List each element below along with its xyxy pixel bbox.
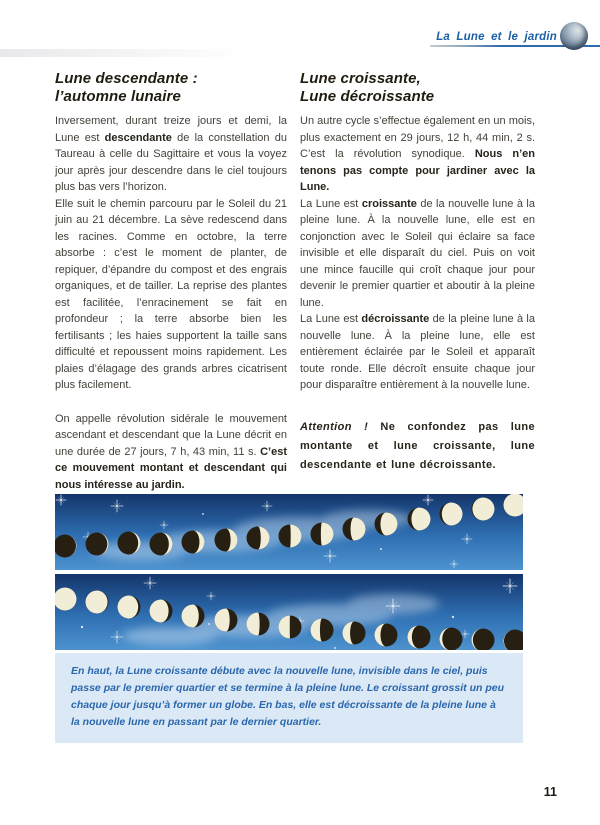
- waning-moon-panel: [55, 574, 523, 650]
- text-run-bold: descendante: [104, 131, 172, 144]
- text-run: La Lune est: [300, 197, 362, 210]
- page-number: 11: [543, 785, 557, 799]
- text-run-bold: Nous n’en tenons pas compte pour jardiner avec la Lune.: [300, 148, 535, 193]
- text-run: La Lune est: [300, 313, 362, 325]
- heading-line: l’automne lunaire: [55, 88, 181, 105]
- attention-lead: Attention !: [300, 420, 369, 433]
- text-run: On appelle révolution sidérale le mouvement ascendant et descendant que la Lune décrit en une durée de 27 jours, 7 h, 43 min, 11 s.: [55, 412, 287, 458]
- text-run: Inversement, durant treize jours et demi, la Lune est: [55, 115, 287, 144]
- paragraph-cycle-synodique: [300, 113, 535, 196]
- waning-moon-sequence-image: [55, 574, 523, 650]
- text-run: de la nouvelle lune à la pleine lune. À la nouvelle lune, elle est en conjonction avec le Soleil qui éclaire sa face invisible et elle disparaît du ciel. Puis on voit une mince faucille qui croît chaque jour pour devenir le premier quartier et aboutir à la pleine lune.: [300, 197, 535, 309]
- text-run: de la pleine lune à la nouvelle lune. À la pleine lune, elle est entièrement éclairée par le Soleil et apparaît toute ronde. Elle décroît ensuite chaque jour pour disparaître entièrement à la nouvelle lune.: [300, 313, 535, 391]
- section-heading-croissante: [300, 70, 535, 106]
- text-run-bold: croissante: [361, 197, 417, 210]
- heading-line: Lune descendante :: [55, 70, 198, 87]
- paragraph-chemin-soleil: Elle suit le chemin parcouru par le Soleil du 21 juin au 21 décembre. La sève redescend dans les racines. Comme en octobre, la terre absorbe : c’est le moment de planter, de repiquer, d’épandre du compost et des engrais organiques, et de tailler. La reprise des plantes est facilitée, l’enracinement se fait en profondeur ; la terre absorbe bien les fertilisants ; les haies supportent la taille sans difficulté et repoussent moins rapidement. Les plaies d’élagage des grands arbres cicatrisent plus facilement.: [55, 197, 287, 391]
- paragraph-lune-croissante: [300, 196, 535, 312]
- heading-line: Lune décroissante: [300, 88, 435, 105]
- waxing-moon-panel: [55, 494, 523, 570]
- running-head-title: La Lune et le jardin: [436, 31, 557, 43]
- paragraph-attention: [300, 418, 535, 475]
- waxing-moon-sequence-image: [55, 494, 523, 570]
- column-right: [300, 70, 535, 493]
- text-run-bold: décroissante: [361, 313, 430, 325]
- moon-photo-icon: [560, 22, 588, 50]
- column-left: [55, 70, 287, 493]
- header-shade: [0, 49, 250, 57]
- article-columns: [55, 70, 535, 493]
- paragraph-revolution-siderale: [55, 411, 287, 494]
- moon-phases-figure: [55, 494, 523, 743]
- text-run: Un autre cycle s’effectue également en un mois, plus exactement en 29 jours, 12 h, 44 min, 2 s. C’est la révolution synodique.: [300, 115, 535, 160]
- figure-caption: En haut, la Lune croissante débute avec la nouvelle lune, invisible dans le ciel, puis passe par le premier quartier et se termine à la pleine lune. Le croissant grossit un peu chaque jour jusqu’à former un globe. En bas, elle est décroissante de la pleine lune à la nouvelle lune en passant par le dernier quartier.: [55, 653, 523, 743]
- section-heading-descendante: [55, 70, 287, 106]
- attention-text: Ne confondez pas lune montante et lune croissante, lune descendante et lune décroissante.: [300, 420, 535, 471]
- text-run: de la constellation du Taureau à celle du Sagittaire et vous la voyez jour après jour descendre dans le ciel toujours plus bas vers l’horizon.: [55, 131, 287, 193]
- text-run-bold: C’est ce mouvement montant et descendant qui nous intéresse au jardin.: [55, 445, 287, 491]
- heading-line: Lune croissante,: [300, 70, 421, 87]
- paragraph-lune-decroissante: [300, 311, 535, 394]
- paragraph-inversement: [55, 113, 287, 196]
